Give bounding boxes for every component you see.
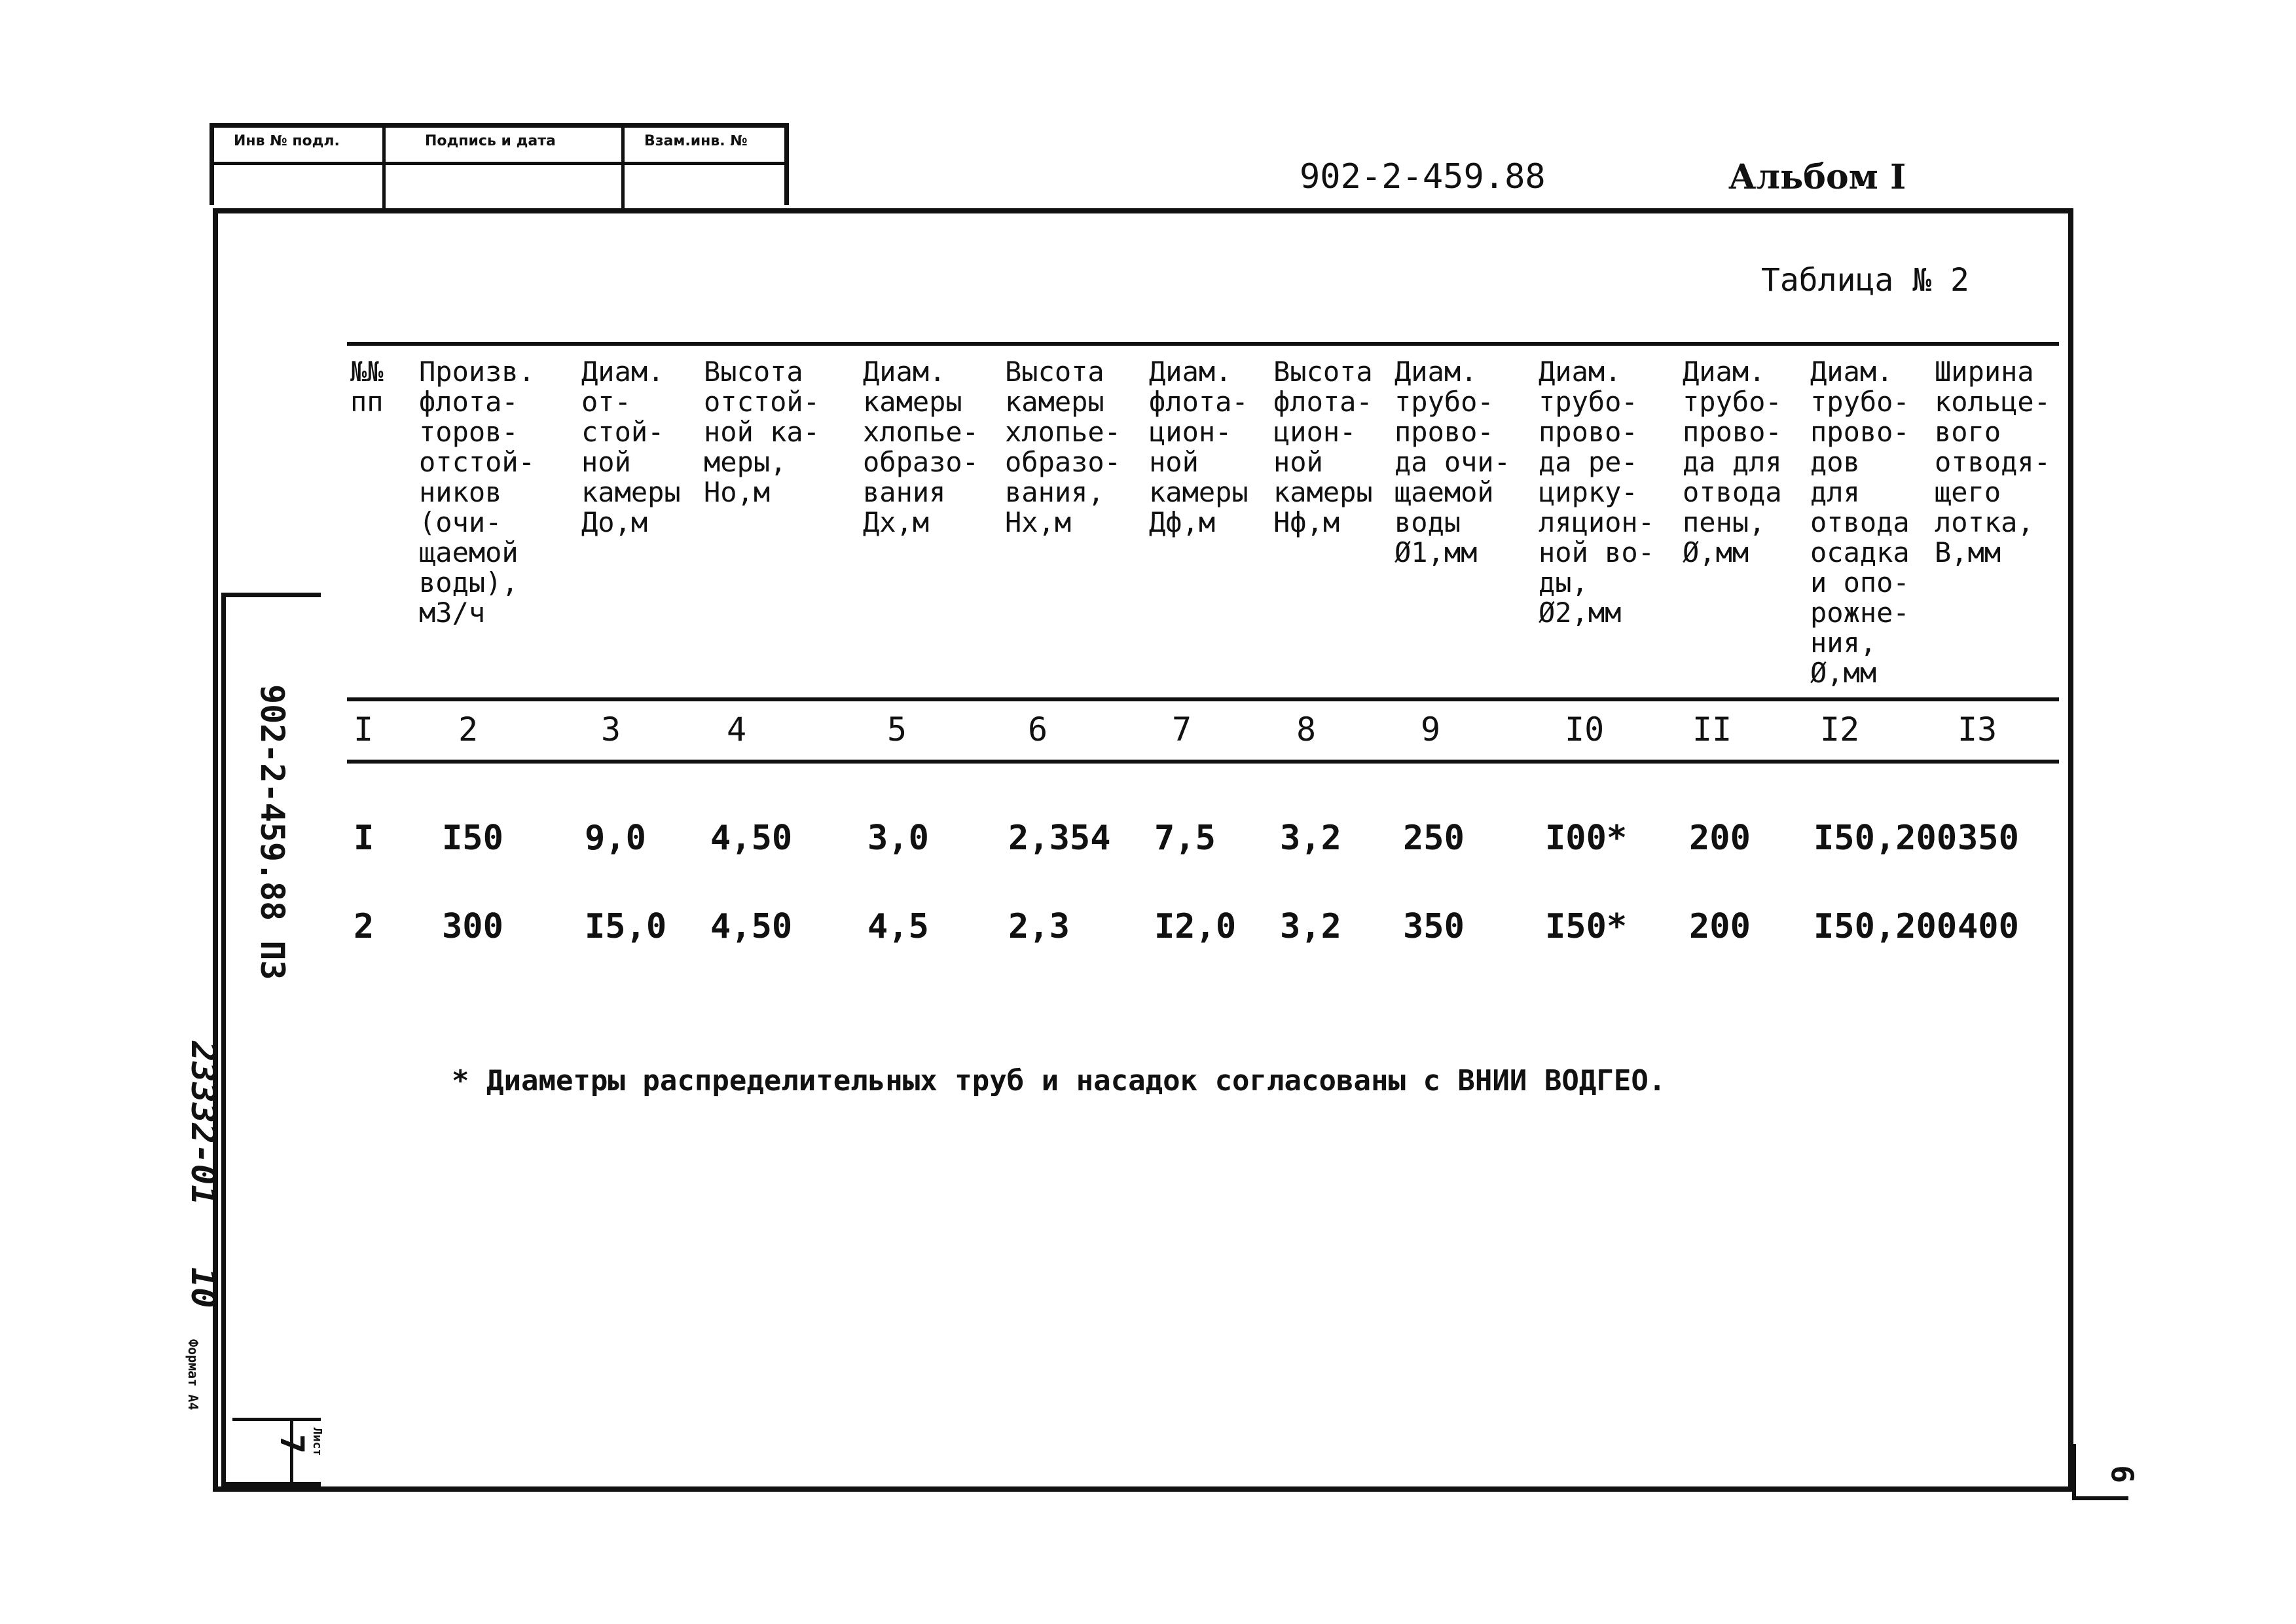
col-number-10: I0 — [1565, 710, 1605, 748]
stamp-inv-label: Инв № подл. — [234, 133, 340, 149]
col-header-10: Диам. трубо- прово- да ре- цирку- ляцион- ной во- ды, Ø2,мм — [1539, 356, 1655, 629]
col-header-1: №№ пп — [350, 356, 384, 418]
table-cell: 2,354 — [1008, 819, 1111, 858]
sheet-number: 7 — [273, 1434, 311, 1454]
table-title: Таблица № 2 — [1761, 262, 1969, 299]
table-cell: I00* — [1545, 819, 1628, 858]
col-number-8: 8 — [1296, 710, 1317, 748]
col-number-4: 4 — [727, 710, 747, 748]
col-header-11: Диам. трубо- прово- да для отвода пены, Ø,мм — [1683, 356, 1782, 568]
table-cell: I — [354, 819, 374, 858]
side-doc-code: 902-2-459.88 ПЗ — [253, 684, 291, 980]
col-number-3: 3 — [601, 710, 621, 748]
table-cell: 3,2 — [1280, 819, 1341, 858]
archive-number: 23332-01 — [183, 1041, 223, 1206]
col-header-4: Высота отстой- ной ка- меры, Но,м — [704, 356, 820, 508]
page-number-tab — [2072, 1444, 2141, 1500]
album-label: Альбом I — [1728, 157, 1906, 197]
table-cell: I50* — [1545, 907, 1628, 946]
col-header-2: Произв. флота- торов- отстой- ников (очи- щаемой воды), м3/ч — [419, 356, 536, 629]
table-cell: 9,0 — [585, 819, 646, 858]
page-number: 9 — [2105, 1465, 2141, 1483]
col-number-1: I — [354, 710, 374, 748]
table-cell: 7,5 — [1154, 819, 1216, 858]
col-header-5: Диам. камеры хлопье- образо- вания Дх,м — [863, 356, 979, 538]
col-header-8: Высота флота- цион- ной камеры Нф,м — [1273, 356, 1373, 538]
document-code: 902-2-459.88 — [1300, 157, 1546, 196]
table-cell: I50,200 — [1813, 907, 1958, 946]
col-number-5: 5 — [887, 710, 907, 748]
table-top-rule — [347, 342, 2059, 346]
sheet-box — [232, 1418, 324, 1490]
table-cell: 3,0 — [867, 819, 929, 858]
table-footnote: * Диаметры распределительных труб и насадок согласованы с ВНИИ ВОДГЕО. — [452, 1064, 1666, 1098]
col-header-13: Ширина кольце- вого отводя- щего лотка, В,мм — [1935, 356, 2051, 568]
table-cell: 2,3 — [1008, 907, 1070, 946]
col-header-12: Диам. трубо- прово- дов для отвода осадка и опо- рожне- ния, Ø,мм — [1810, 356, 1910, 689]
table-cell: 4,50 — [710, 819, 793, 858]
col-number-7: 7 — [1172, 710, 1192, 748]
sheet-label: Лист — [310, 1428, 324, 1456]
format-label: Формат А4 — [185, 1339, 201, 1411]
table-cell: I2,0 — [1154, 907, 1237, 946]
header-bottom-rule — [347, 697, 2059, 701]
stamp-cell-sign — [386, 128, 625, 210]
col-number-11: II — [1692, 710, 1732, 748]
table-cell: I50,200 — [1813, 819, 1958, 858]
col-header-3: Диам. от- стой- ной камеры До,м — [581, 356, 681, 538]
table-cell: I50 — [442, 819, 503, 858]
archive-suffix: 10 — [183, 1267, 223, 1308]
stamp-sign-label: Подпись и дата — [425, 133, 556, 149]
approval-stamp — [210, 123, 789, 205]
table-cell: 2 — [354, 907, 374, 946]
col-header-6: Высота камеры хлопье- образо- вания, Нх,м — [1005, 356, 1121, 538]
col-number-12: I2 — [1820, 710, 1860, 748]
stamp-vzam-label: Взам.инв. № — [644, 133, 748, 149]
col-number-13: I3 — [1958, 710, 1997, 748]
stamp-cell-vzam — [625, 128, 793, 210]
stamp-cell-inv — [214, 128, 386, 210]
table-cell: 350 — [1958, 819, 2019, 858]
table-cell: 4,50 — [710, 907, 793, 946]
col-number-6: 6 — [1028, 710, 1048, 748]
table-cell: 3,2 — [1280, 907, 1341, 946]
table-cell: 250 — [1403, 819, 1465, 858]
col-number-9: 9 — [1421, 710, 1441, 748]
table-cell: 200 — [1689, 907, 1751, 946]
table-cell: 300 — [442, 907, 503, 946]
table-cell: I5,0 — [585, 907, 667, 946]
col-number-2: 2 — [458, 710, 479, 748]
col-header-7: Диам. флота- цион- ной камеры Дф,м — [1149, 356, 1248, 538]
table-cell: 400 — [1958, 907, 2019, 946]
table-cell: 200 — [1689, 819, 1751, 858]
col-header-9: Диам. трубо- прово- да очи- щаемой воды Ø1,мм — [1394, 356, 1511, 568]
table-cell: 350 — [1403, 907, 1465, 946]
table-cell: 4,5 — [867, 907, 929, 946]
colnum-bottom-rule — [347, 760, 2059, 764]
